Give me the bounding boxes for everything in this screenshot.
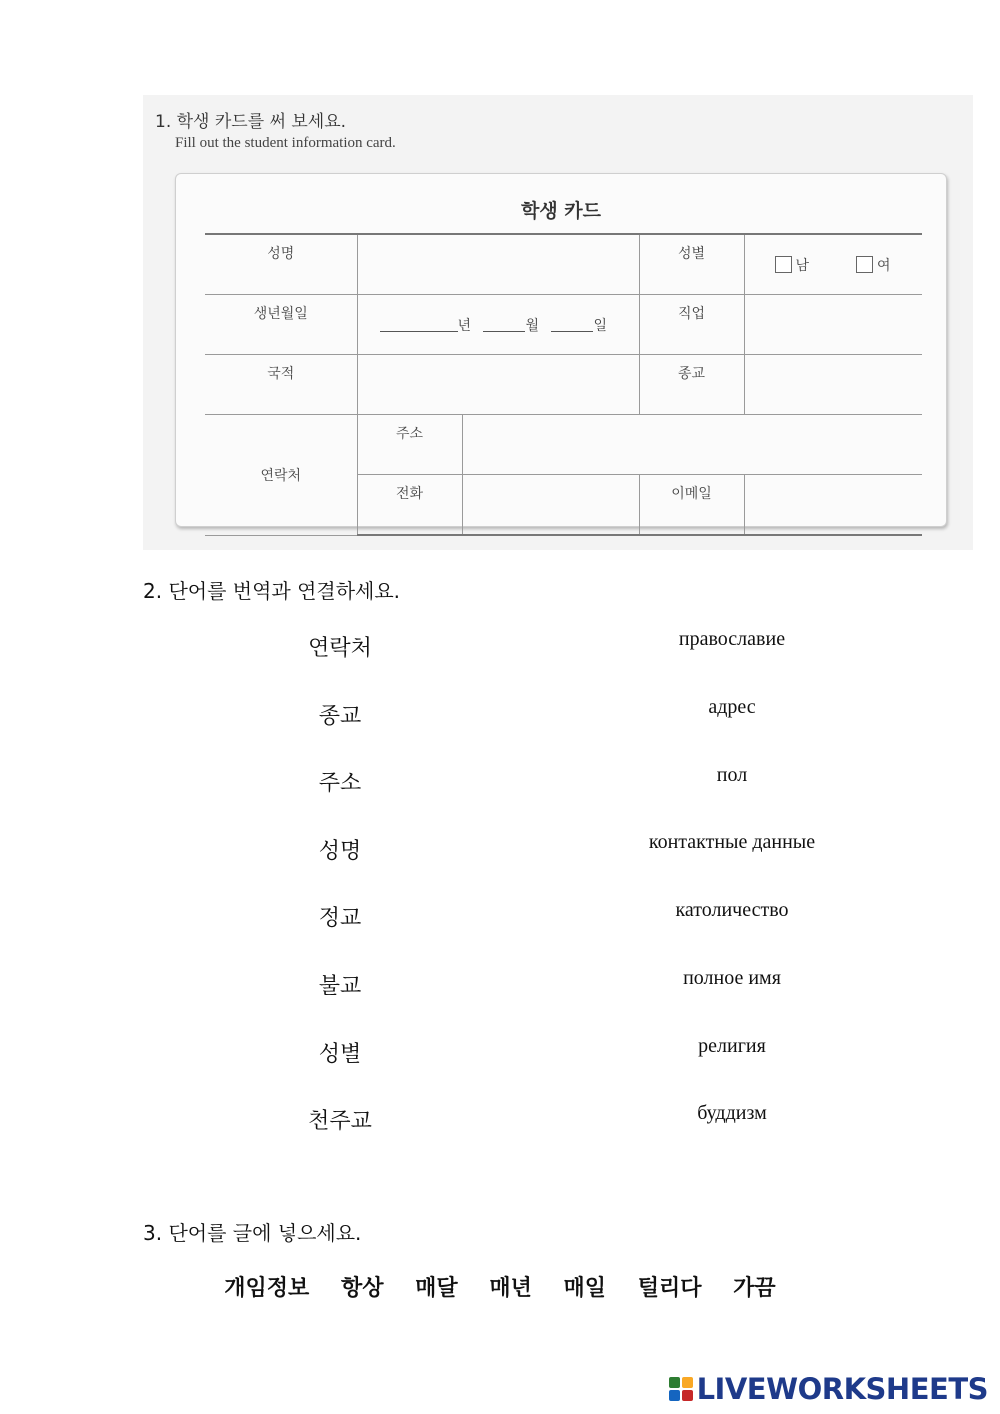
- day-label: 일: [593, 317, 607, 334]
- liveworksheets-logo[interactable]: [669, 1372, 988, 1406]
- student-card-table: [205, 233, 922, 536]
- russian-word[interactable]: адрес: [708, 696, 756, 718]
- word-bank-item[interactable]: 털리다: [637, 1276, 702, 1301]
- question-1-subheading: Fill out the student information card.: [175, 135, 396, 151]
- question-3-heading: 3. 단어를 글에 넣으세요.: [143, 1221, 362, 1245]
- russian-word[interactable]: православие: [678, 628, 786, 650]
- badge-square: [669, 1377, 680, 1388]
- nationality-field[interactable]: [357, 355, 639, 415]
- logo-text: LIVEWORKSHEETS: [696, 1372, 988, 1406]
- job-label: 직업: [639, 295, 744, 355]
- email-label: 이메일: [639, 475, 744, 536]
- birth-label: 생년월일: [205, 295, 357, 355]
- nationality-label: 국적: [205, 355, 357, 415]
- address-field[interactable]: [462, 415, 922, 475]
- korean-word[interactable]: 연락처: [308, 636, 372, 661]
- male-checkbox[interactable]: [775, 256, 792, 273]
- year-label: 년: [457, 317, 472, 334]
- phone-field[interactable]: [462, 475, 639, 536]
- question-1-heading: 1. 학생 카드를 써 보세요.: [155, 112, 347, 132]
- question-2-heading: 2. 단어를 번역과 연결하세요.: [143, 579, 401, 603]
- russian-word[interactable]: контактные данные: [648, 831, 816, 853]
- word-bank-item[interactable]: 매일: [563, 1276, 607, 1301]
- month-blank[interactable]: [483, 317, 525, 332]
- word-bank-item[interactable]: 매달: [415, 1276, 458, 1301]
- email-field[interactable]: [744, 475, 922, 536]
- korean-word[interactable]: 천주교: [308, 1109, 372, 1134]
- word-bank-item[interactable]: 가끔: [733, 1276, 776, 1301]
- russian-word[interactable]: католичество: [675, 899, 789, 921]
- student-card-excerpt: [143, 95, 973, 550]
- word-bank-item[interactable]: 매년: [489, 1276, 532, 1301]
- student-card: [175, 173, 947, 527]
- badge-square: [669, 1390, 680, 1401]
- year-blank[interactable]: [380, 317, 458, 332]
- badge-square: [682, 1390, 693, 1401]
- gender-options: [744, 234, 922, 295]
- female-label: 여: [876, 257, 891, 274]
- religion-field[interactable]: [744, 355, 922, 415]
- day-blank[interactable]: [551, 317, 593, 332]
- russian-word[interactable]: пол: [716, 764, 748, 786]
- female-checkbox[interactable]: [856, 256, 873, 273]
- korean-word[interactable]: 정교: [318, 906, 362, 931]
- russian-word[interactable]: буддизм: [697, 1102, 767, 1124]
- religion-label: 종교: [639, 355, 744, 415]
- word-bank-item[interactable]: 개임정보: [224, 1276, 310, 1301]
- male-label: 남: [795, 257, 810, 274]
- word-bank-item[interactable]: 항상: [340, 1276, 384, 1301]
- phone-label: 전화: [357, 475, 462, 536]
- gender-label: 성별: [639, 234, 744, 295]
- address-label: 주소: [357, 415, 462, 475]
- job-field[interactable]: [744, 295, 922, 355]
- month-label: 월: [525, 317, 540, 334]
- korean-word[interactable]: 성별: [318, 1042, 362, 1067]
- korean-word[interactable]: 성명: [318, 839, 362, 864]
- logo-badge-icon: [669, 1377, 693, 1401]
- russian-word[interactable]: полное имя: [683, 967, 781, 989]
- name-field[interactable]: [357, 234, 639, 295]
- korean-word[interactable]: 종교: [318, 704, 362, 729]
- korean-word[interactable]: 불교: [318, 974, 362, 999]
- word-bank: [0, 1271, 1000, 1302]
- russian-word[interactable]: религия: [698, 1035, 766, 1057]
- korean-word[interactable]: 주소: [318, 771, 362, 796]
- badge-square: [682, 1377, 693, 1388]
- birth-field[interactable]: [357, 295, 639, 355]
- name-label: 성명: [205, 234, 357, 295]
- contact-label: 연락처: [205, 415, 357, 536]
- card-title: 학생 카드: [520, 200, 602, 222]
